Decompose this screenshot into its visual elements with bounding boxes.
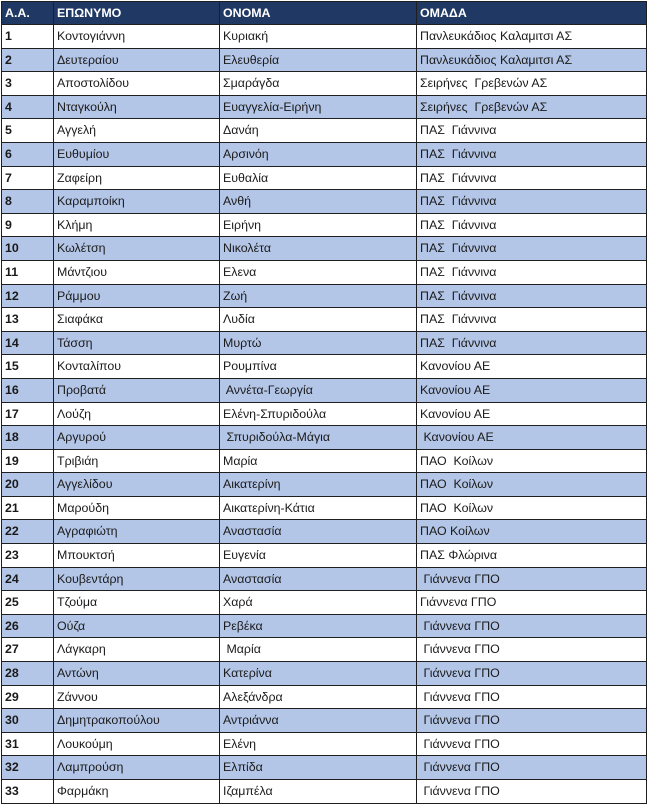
table-row: [2, 756, 647, 780]
cell-aa: 17: [2, 402, 54, 426]
cell-name: Λυδία: [220, 308, 417, 332]
cell-surname: Αργυρού: [54, 426, 220, 450]
cell-name: Μυρτώ: [220, 331, 417, 355]
cell-aa: 4: [2, 95, 54, 119]
cell-team: Γιάννενα ΓΠΟ: [417, 732, 647, 756]
cell-team: ΠΑΣ Γιάννινα: [417, 284, 647, 308]
cell-surname: Τριβιάη: [54, 449, 220, 473]
table-row: [2, 213, 647, 237]
cell-surname: Ζαφείρη: [54, 166, 220, 190]
cell-team: Πανλευκάδιος Καλαμιτσι ΑΣ: [417, 25, 647, 49]
cell-aa: 21: [2, 496, 54, 520]
column-header-surname: ΕΠΩΝΥΜΟ: [54, 2, 220, 25]
cell-team: Γιάννενα ΓΠΟ: [417, 685, 647, 709]
cell-surname: Κοντογιάννη: [54, 25, 220, 49]
cell-team: Κανονίου ΑΕ: [417, 355, 647, 379]
cell-team: Κανονίου ΑΕ: [417, 402, 647, 426]
table-row: [2, 166, 647, 190]
cell-aa: 31: [2, 732, 54, 756]
cell-surname: Τάσση: [54, 331, 220, 355]
cell-surname: Καραμποίκη: [54, 190, 220, 214]
cell-name: Νικολέτα: [220, 237, 417, 261]
cell-team: ΠΑΣ Γιάννινα: [417, 331, 647, 355]
cell-surname: Ζάννου: [54, 685, 220, 709]
table-row: [2, 355, 647, 379]
cell-name: Αλεξάνδρα: [220, 685, 417, 709]
cell-surname: Λούζη: [54, 402, 220, 426]
table-row: [2, 544, 647, 568]
cell-aa: 23: [2, 544, 54, 568]
cell-aa: 3: [2, 72, 54, 96]
cell-aa: 20: [2, 473, 54, 497]
cell-team: Γιάννενα ΓΠΟ: [417, 614, 647, 638]
column-header-aa: Α.Α.: [2, 2, 54, 25]
cell-name: Σμαράγδα: [220, 72, 417, 96]
cell-surname: Ευθυμίου: [54, 142, 220, 166]
cell-aa: 27: [2, 638, 54, 662]
table-row: [2, 48, 647, 72]
cell-aa: 19: [2, 449, 54, 473]
cell-name: Ελπίδα: [220, 756, 417, 780]
table-row: [2, 378, 647, 402]
cell-name: Αρσινόη: [220, 142, 417, 166]
cell-team: ΠΑΟ Κοίλων: [417, 449, 647, 473]
cell-name: Σπυριδούλα-Μάγια: [220, 426, 417, 450]
cell-aa: 28: [2, 662, 54, 686]
table-row: [2, 638, 647, 662]
cell-surname: Αγραφιώτη: [54, 520, 220, 544]
cell-surname: Ράμμου: [54, 284, 220, 308]
cell-team: ΠΑΣ Γιάννινα: [417, 308, 647, 332]
cell-name: Αντριάννα: [220, 709, 417, 733]
cell-aa: 8: [2, 190, 54, 214]
table-row: [2, 662, 647, 686]
table-row: [2, 95, 647, 119]
cell-aa: 11: [2, 260, 54, 284]
cell-team: ΠΑΣ Γιάννινα: [417, 213, 647, 237]
cell-surname: Αγγελίδου: [54, 473, 220, 497]
cell-surname: Λάγκαρη: [54, 638, 220, 662]
table-row: [2, 260, 647, 284]
cell-aa: 30: [2, 709, 54, 733]
table-row: [2, 237, 647, 261]
cell-name: Ελενα: [220, 260, 417, 284]
cell-aa: 6: [2, 142, 54, 166]
cell-aa: 26: [2, 614, 54, 638]
cell-aa: 2: [2, 48, 54, 72]
table-row: [2, 473, 647, 497]
cell-team: Γιάννενα ΓΠΟ: [417, 591, 647, 615]
table-row: [2, 402, 647, 426]
cell-team: ΠΑΣ Γιάννινα: [417, 119, 647, 143]
cell-name: Μαρία: [220, 638, 417, 662]
cell-team: Γιάννενα ΓΠΟ: [417, 638, 647, 662]
table-row: [2, 119, 647, 143]
cell-aa: 14: [2, 331, 54, 355]
table-row: [2, 732, 647, 756]
table-row: [2, 449, 647, 473]
cell-name: Αναστασία: [220, 567, 417, 591]
cell-surname: Μπουκτσή: [54, 544, 220, 568]
cell-name: Ανθή: [220, 190, 417, 214]
table-row: [2, 780, 647, 804]
cell-name: Αικατερίνη: [220, 473, 417, 497]
cell-aa: 10: [2, 237, 54, 261]
cell-name: Αννέτα-Γεωργία: [220, 378, 417, 402]
cell-team: Γιάννενα ΓΠΟ: [417, 567, 647, 591]
cell-team: ΠΑΣ Γιάννινα: [417, 190, 647, 214]
cell-aa: 5: [2, 119, 54, 143]
cell-team: Γιάννενα ΓΠΟ: [417, 780, 647, 804]
cell-aa: 15: [2, 355, 54, 379]
cell-surname: Μάντζιου: [54, 260, 220, 284]
cell-team: ΠΑΣ Γιάννινα: [417, 166, 647, 190]
cell-surname: Δημητρακοπούλου: [54, 709, 220, 733]
cell-surname: Λαμπρούση: [54, 756, 220, 780]
table-row: [2, 567, 647, 591]
table-row: [2, 284, 647, 308]
cell-name: Χαρά: [220, 591, 417, 615]
cell-name: Αικατερίνη-Κάτια: [220, 496, 417, 520]
cell-aa: 13: [2, 308, 54, 332]
cell-name: Ιζαμπέλα: [220, 780, 417, 804]
cell-surname: Φαρμάκη: [54, 780, 220, 804]
cell-surname: Τζούμα: [54, 591, 220, 615]
cell-team: Σειρήνες Γρεβενών ΑΣ: [417, 95, 647, 119]
cell-name: Ελένη-Σπυριδούλα: [220, 402, 417, 426]
cell-aa: 22: [2, 520, 54, 544]
cell-aa: 9: [2, 213, 54, 237]
roster-table: [1, 1, 647, 804]
cell-name: Ρεβέκα: [220, 614, 417, 638]
cell-surname: Αγγελή: [54, 119, 220, 143]
cell-surname: Μαρούδη: [54, 496, 220, 520]
cell-team: ΠΑΟ Κοίλων: [417, 473, 647, 497]
table-row: [2, 308, 647, 332]
cell-team: ΠΑΣ Γιάννινα: [417, 237, 647, 261]
cell-name: Ειρήνη: [220, 213, 417, 237]
table-body: [2, 25, 647, 804]
table-row: [2, 25, 647, 49]
cell-surname: Κωλέτση: [54, 237, 220, 261]
table-row: [2, 190, 647, 214]
column-header-team: ΟΜΑΔΑ: [417, 2, 647, 25]
cell-aa: 24: [2, 567, 54, 591]
cell-team: Γιάννενα ΓΠΟ: [417, 662, 647, 686]
table-row: [2, 520, 647, 544]
cell-surname: Αποστολίδου: [54, 72, 220, 96]
cell-aa: 18: [2, 426, 54, 450]
cell-surname: Ούζα: [54, 614, 220, 638]
table-row: [2, 591, 647, 615]
cell-name: Ευθαλία: [220, 166, 417, 190]
cell-team: Κανονίου ΑΕ: [417, 378, 647, 402]
cell-name: Δανάη: [220, 119, 417, 143]
cell-name: Ζωή: [220, 284, 417, 308]
cell-surname: Κουβεντάρη: [54, 567, 220, 591]
cell-surname: Κονταλίπου: [54, 355, 220, 379]
cell-name: Ελευθερία: [220, 48, 417, 72]
cell-team: ΠΑΟ Κοίλων: [417, 520, 647, 544]
cell-team: Κανονίου ΑΕ: [417, 426, 647, 450]
cell-name: Κυριακή: [220, 25, 417, 49]
cell-aa: 1: [2, 25, 54, 49]
cell-aa: 12: [2, 284, 54, 308]
cell-name: Ευαγγελία-Ειρήνη: [220, 95, 417, 119]
cell-aa: 29: [2, 685, 54, 709]
cell-name: Ελένη: [220, 732, 417, 756]
cell-team: Γιάννενα ΓΠΟ: [417, 709, 647, 733]
column-header-name: ΟΝΟΜΑ: [220, 2, 417, 25]
cell-name: Αναστασία: [220, 520, 417, 544]
cell-team: Πανλευκάδιος Καλαμιτσι ΑΣ: [417, 48, 647, 72]
cell-team: Γιάννενα ΓΠΟ: [417, 756, 647, 780]
table-row: [2, 614, 647, 638]
cell-name: Ευγενία: [220, 544, 417, 568]
table-row: [2, 72, 647, 96]
table-row: [2, 426, 647, 450]
cell-team: ΠΑΣ Γιάννινα: [417, 142, 647, 166]
table-row: [2, 142, 647, 166]
cell-surname: Κλήμη: [54, 213, 220, 237]
table-row: [2, 331, 647, 355]
cell-surname: Δευτεραίου: [54, 48, 220, 72]
cell-surname: Αντώνη: [54, 662, 220, 686]
cell-aa: 33: [2, 780, 54, 804]
cell-aa: 7: [2, 166, 54, 190]
cell-surname: Λουκούμη: [54, 732, 220, 756]
table-row: [2, 685, 647, 709]
table-header: [2, 2, 647, 25]
cell-aa: 16: [2, 378, 54, 402]
table-row: [2, 709, 647, 733]
cell-aa: 25: [2, 591, 54, 615]
table-row: [2, 496, 647, 520]
cell-name: Κατερίνα: [220, 662, 417, 686]
cell-team: ΠΑΣ Γιάννινα: [417, 260, 647, 284]
cell-surname: Νταγκούλη: [54, 95, 220, 119]
cell-name: Ρουμπίνα: [220, 355, 417, 379]
cell-team: ΠΑΣ Φλώρινα: [417, 544, 647, 568]
cell-surname: Σιαφάκα: [54, 308, 220, 332]
header-row: [2, 2, 647, 25]
cell-surname: Προβατά: [54, 378, 220, 402]
cell-aa: 32: [2, 756, 54, 780]
cell-team: Σειρήνες Γρεβενών ΑΣ: [417, 72, 647, 96]
cell-name: Μαρία: [220, 449, 417, 473]
cell-team: ΠΑΟ Κοίλων: [417, 496, 647, 520]
